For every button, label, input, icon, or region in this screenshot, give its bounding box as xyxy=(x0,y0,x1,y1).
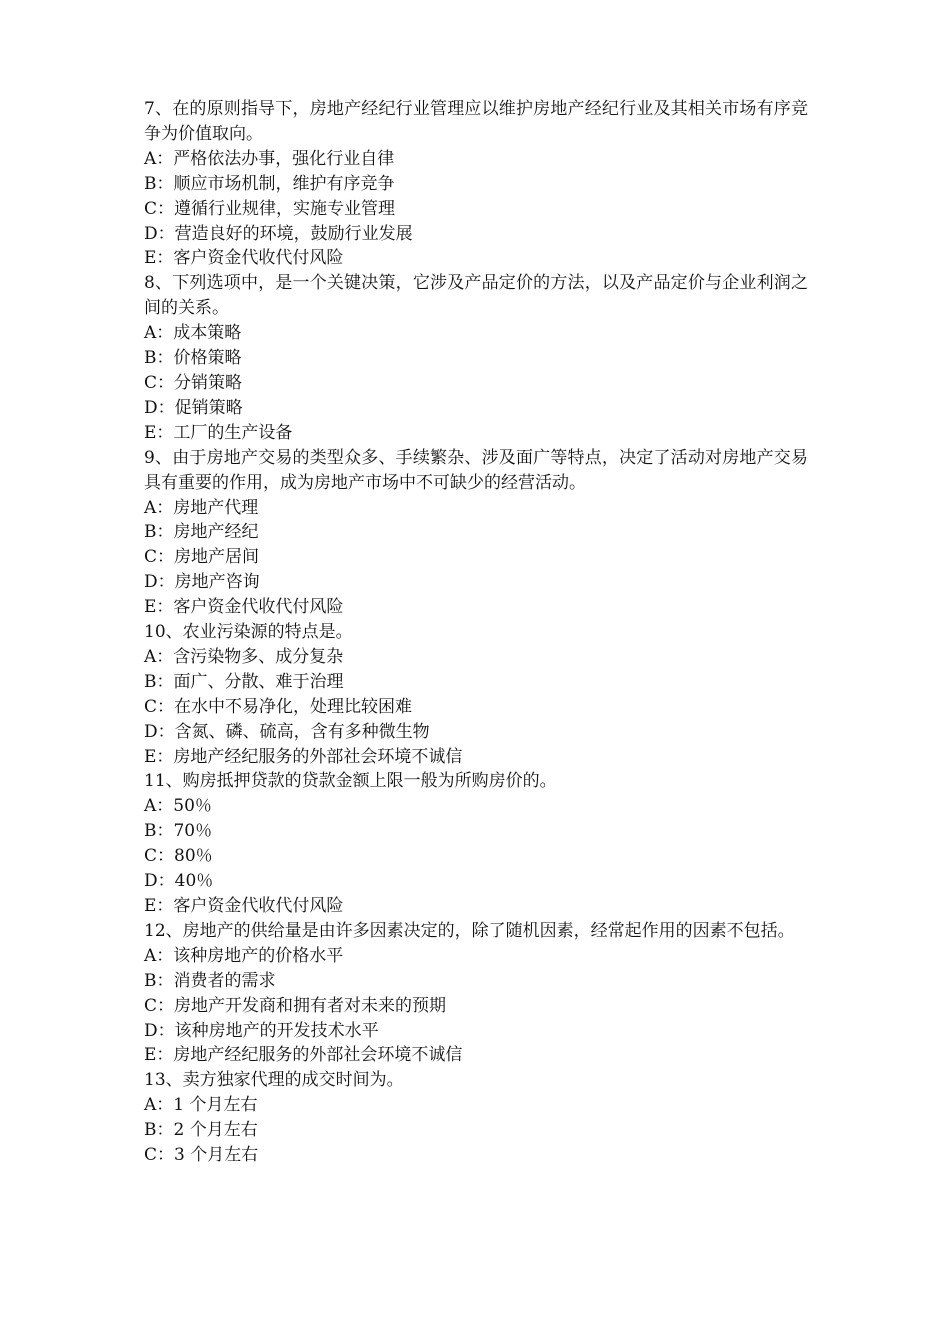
option-d: D：促销策略 xyxy=(144,397,243,418)
option-c: C：在水中不易净化，处理比较困难 xyxy=(144,696,413,717)
question-7 xyxy=(144,97,808,271)
question-stem: 10、农业污染源的特点是。 xyxy=(144,622,353,643)
option-b: B：70％ xyxy=(144,821,213,842)
option-d: D：该种房地产的开发技术水平 xyxy=(144,1020,379,1041)
question-stem: 12、房地产的供给量是由许多因素决定的，除了随机因素，经常起作用的因素不包括。 xyxy=(144,920,795,941)
option-e: E：房地产经纪服务的外部社会环境不诚信 xyxy=(144,746,463,767)
question-8 xyxy=(144,271,808,445)
option-b: B：价格策略 xyxy=(144,348,242,369)
question-stem: 11、购房抵押贷款的贷款金额上限一般为所购房价的。 xyxy=(144,771,557,792)
option-b: B：顺应市场机制，维护有序竞争 xyxy=(144,173,395,194)
option-d: D：40％ xyxy=(144,871,214,892)
question-12 xyxy=(144,919,808,1068)
option-b: B：消费者的需求 xyxy=(144,970,276,991)
option-a: A：房地产代理 xyxy=(144,497,259,518)
option-a: A：该种房地产的价格水平 xyxy=(144,945,344,966)
question-stem: 13、卖方独家代理的成交时间为。 xyxy=(144,1070,404,1091)
option-d: D：营造良好的环境，鼓励行业发展 xyxy=(144,223,413,244)
option-e: E：工厂的生产设备 xyxy=(144,422,293,443)
question-13 xyxy=(144,1068,808,1168)
option-a: A：含污染物多、成分复杂 xyxy=(144,646,344,667)
option-e: E：客户资金代收代付风险 xyxy=(144,896,344,916)
option-d: D：房地产咨询 xyxy=(144,572,260,593)
option-b: B：房地产经纪 xyxy=(144,522,259,543)
question-9 xyxy=(144,446,808,620)
question-list xyxy=(144,97,808,1168)
option-b: B：2 个月左右 xyxy=(144,1120,258,1141)
option-e: E：客户资金代收代付风险 xyxy=(144,248,344,269)
option-a: A：成本策略 xyxy=(144,323,242,344)
option-a: A：50％ xyxy=(144,796,212,817)
option-a: A：1 个月左右 xyxy=(144,1095,258,1116)
question-stem: 9、由于房地产交易的类型众多、手续繁杂、涉及面广等特点，决定了活动对房地产交易具有重要的作用，成为房地产市场中不可缺少的经营活动。 xyxy=(144,447,808,493)
question-stem: 7、在的原则指导下，房地产经纪行业管理应以维护房地产经纪行业及其相关市场有序竞争为价值取向。 xyxy=(144,99,808,144)
option-c: C：遵循行业规律，实施专业管理 xyxy=(144,198,396,219)
option-a: A：严格依法办事，强化行业自律 xyxy=(144,148,395,169)
option-c: C：房地产开发商和拥有者对未来的预期 xyxy=(144,995,447,1016)
question-10 xyxy=(144,620,808,769)
question-stem: 8、下列选项中，是一个关键决策，它涉及产品定价的方法，以及产品定价与企业利润之间的关系。 xyxy=(144,273,808,319)
option-c: C：3 个月左右 xyxy=(144,1145,259,1166)
option-c: C：80％ xyxy=(144,846,213,867)
option-e: E：房地产经纪服务的外部社会环境不诚信 xyxy=(144,1045,463,1066)
option-c: C：房地产居间 xyxy=(144,547,260,568)
question-11 xyxy=(144,769,808,918)
option-e: E：客户资金代收代付风险 xyxy=(144,597,344,618)
option-b: B：面广、分散、难于治理 xyxy=(144,671,344,692)
option-d: D：含氮、磷、硫高，含有多种微生物 xyxy=(144,721,430,742)
option-c: C：分销策略 xyxy=(144,372,243,393)
